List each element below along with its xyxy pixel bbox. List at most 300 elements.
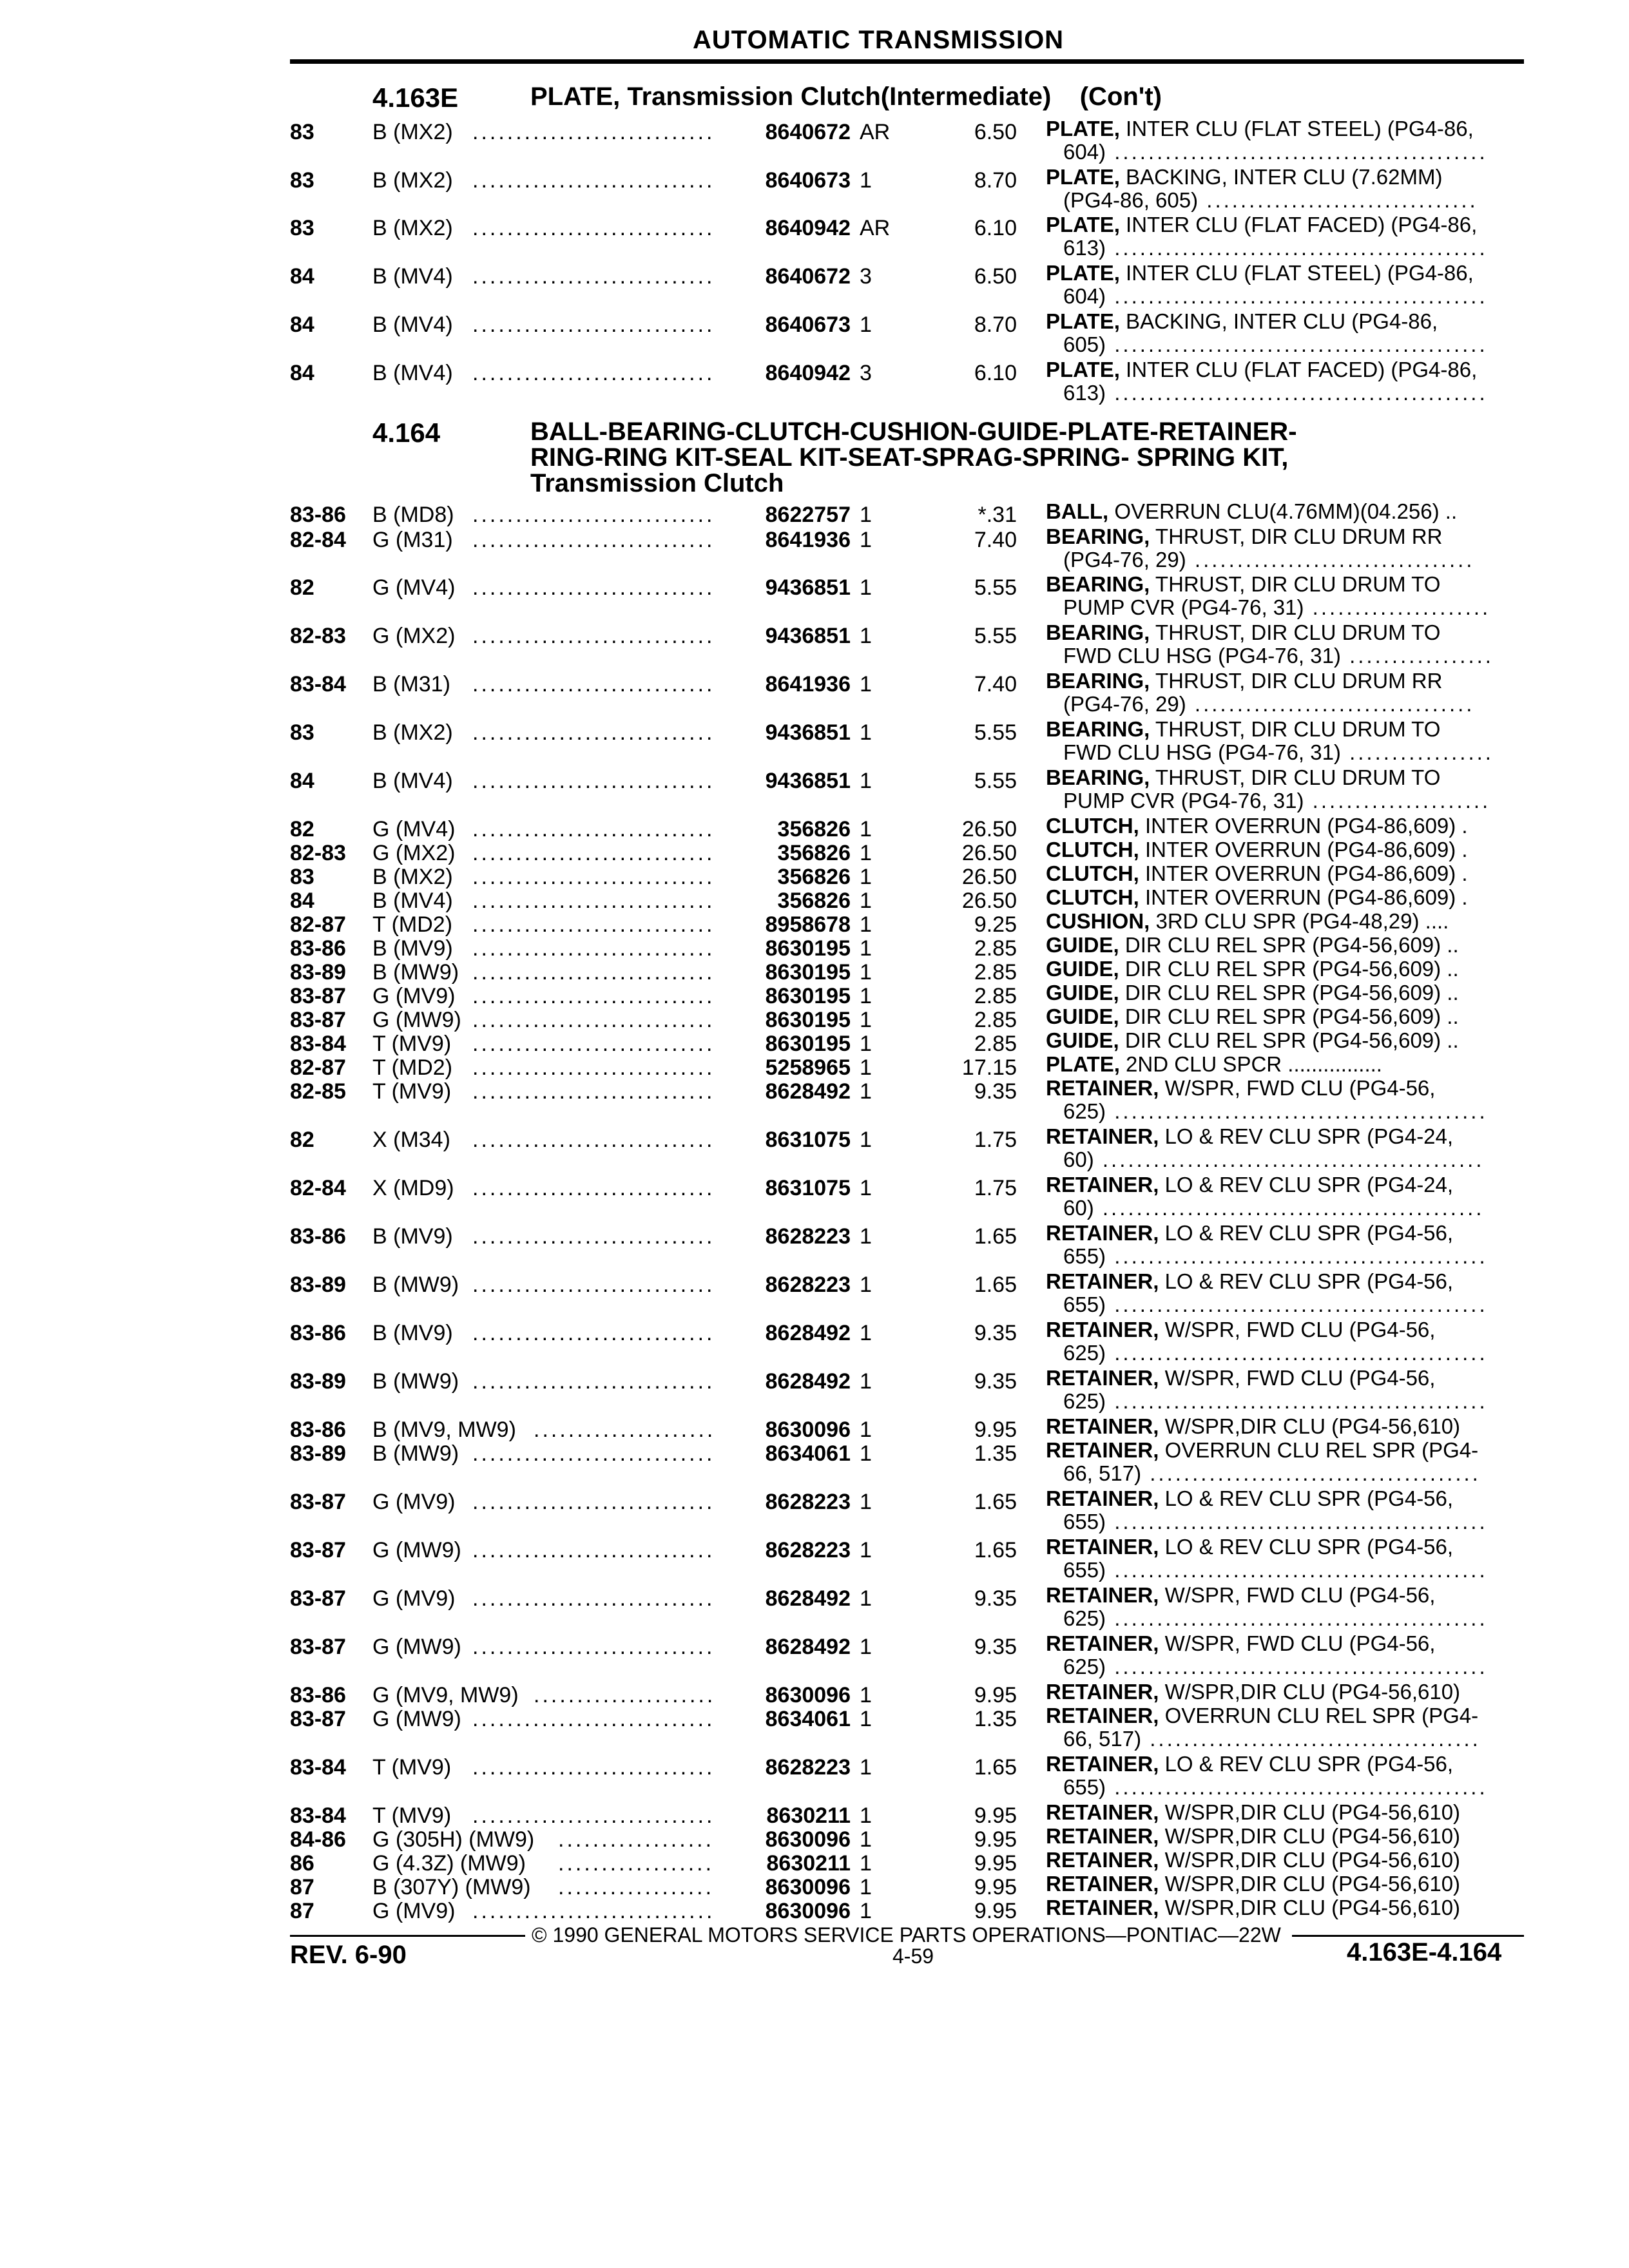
price: 26.50 <box>961 817 1017 841</box>
part-detail: W/SPR, FWD CLU (PG4-56, <box>1159 1583 1436 1607</box>
leader-dots: ............................ <box>472 1079 715 1104</box>
part-number: 8641936 <box>765 672 851 697</box>
leader-dots: ............................ <box>472 1538 715 1562</box>
section-title-line: Transmission Clutch <box>530 469 784 497</box>
model-year: 84 <box>290 889 314 913</box>
footer-page-number: 4-59 <box>892 1945 934 1968</box>
part-row <box>0 1173 1629 1221</box>
part-description <box>1046 1872 1526 1896</box>
leader-dots: ............................ <box>472 817 715 841</box>
quantity: 1 <box>860 1321 872 1345</box>
leader-dots: ............................................ <box>1106 1510 1488 1533</box>
vehicle-model: B (MV4) <box>372 889 453 913</box>
part-name: BALL, <box>1046 499 1109 523</box>
quantity: 1 <box>860 720 872 745</box>
quantity: 1 <box>860 1851 872 1876</box>
part-name: RETAINER, <box>1046 1221 1159 1245</box>
quantity: 1 <box>860 912 872 937</box>
part-detail: INTER CLU (FLAT STEEL) (PG4-86, <box>1119 117 1474 140</box>
model-year: 83-84 <box>290 1032 346 1056</box>
model-year: 83 <box>290 120 314 144</box>
leader-dots: .................. <box>558 1827 715 1852</box>
part-name: CLUTCH, <box>1046 814 1139 838</box>
part-row <box>0 358 1629 406</box>
price: 1.65 <box>974 1273 1017 1297</box>
model-year: 84 <box>290 264 314 289</box>
quantity: 3 <box>860 264 872 289</box>
part-row <box>0 1704 1629 1752</box>
part-name: RETAINER, <box>1046 1704 1159 1727</box>
part-description <box>1046 117 1526 164</box>
quantity: 1 <box>860 1803 872 1828</box>
part-name: BEARING, <box>1046 572 1150 596</box>
leader-dots: ............................ <box>472 1490 715 1514</box>
part-row <box>0 573 1629 620</box>
part-number: 8622757 <box>765 503 851 527</box>
quantity: 1 <box>860 1032 872 1056</box>
price: 1.65 <box>974 1490 1017 1514</box>
leader-dots: ................. <box>1340 740 1494 764</box>
part-detail: INTER OVERRUN (PG4-86,609) . <box>1139 838 1468 861</box>
part-description <box>1046 766 1526 812</box>
quantity: 1 <box>860 1128 872 1152</box>
part-name: GUIDE, <box>1046 957 1119 981</box>
model-year: 82 <box>290 817 314 841</box>
vehicle-model: G (4.3Z) (MW9) <box>372 1851 526 1876</box>
quantity: 1 <box>860 1176 872 1200</box>
price: 2.85 <box>974 984 1017 1008</box>
model-year: 83 <box>290 168 314 193</box>
leader-dots: ............................ <box>472 1055 715 1080</box>
part-name: CLUTCH, <box>1046 838 1139 861</box>
vehicle-model: B (M31) <box>372 672 450 697</box>
vehicle-model: G (MV4) <box>372 575 456 600</box>
leader-dots: ..................... <box>1304 789 1491 812</box>
vehicle-model: X (M34) <box>372 1128 450 1152</box>
part-number: 8628223 <box>765 1273 851 1297</box>
quantity: 1 <box>860 1418 872 1442</box>
part-number: 8631075 <box>765 1176 851 1200</box>
part-name: BEARING, <box>1046 765 1150 789</box>
footer-copyright: © 1990 GENERAL MOTORS SERVICE PARTS OPERATIONS—PONTIAC—22W <box>532 1923 1281 1946</box>
part-detail: THRUST, DIR CLU DRUM TO <box>1150 572 1441 596</box>
vehicle-model: B (MX2) <box>372 168 453 193</box>
part-number: 8640672 <box>765 120 851 144</box>
part-detail: INTER OVERRUN (PG4-86,609) . <box>1139 814 1468 838</box>
part-row <box>0 1125 1629 1173</box>
quantity: 1 <box>860 1008 872 1032</box>
leader-dots: ............................ <box>472 216 715 240</box>
quantity: 1 <box>860 1755 872 1780</box>
part-description <box>1046 1632 1526 1678</box>
price: 26.50 <box>961 841 1017 865</box>
leader-dots: ....................................... <box>1141 1461 1481 1485</box>
leader-dots: ............................ <box>472 168 715 193</box>
part-name: RETAINER, <box>1046 1680 1159 1704</box>
model-year: 84-86 <box>290 1827 346 1852</box>
part-name: RETAINER, <box>1046 1486 1159 1510</box>
quantity: 1 <box>860 769 872 793</box>
part-number: 8630211 <box>766 1851 851 1876</box>
vehicle-model: G (M31) <box>372 528 453 552</box>
model-year: 83-86 <box>290 936 346 961</box>
part-description <box>1046 981 1526 1004</box>
part-detail: W/SPR, FWD CLU (PG4-56, <box>1159 1366 1436 1390</box>
price: 8.70 <box>974 168 1017 193</box>
part-row <box>0 1584 1629 1631</box>
leader-dots: ....................................... <box>1141 1727 1481 1751</box>
part-row <box>0 669 1629 717</box>
vehicle-model: G (MW9) <box>372 1635 461 1659</box>
part-row <box>0 1367 1629 1414</box>
footer-section-range: 4.163E-4.164 <box>1347 1938 1502 1966</box>
part-row <box>0 1632 1629 1680</box>
part-detail: INTER CLU (FLAT STEEL) (PG4-86, <box>1119 261 1474 285</box>
part-detail: LO & REV CLU SPR (PG4-24, <box>1159 1173 1454 1196</box>
leader-dots: ............................................. <box>1094 1148 1485 1171</box>
part-name: PLATE, <box>1046 165 1120 189</box>
vehicle-model: G (MW9) <box>372 1008 461 1032</box>
model-year: 82-87 <box>290 1055 346 1080</box>
vehicle-model: B (MV9) <box>372 1321 453 1345</box>
part-number: 8630096 <box>765 1418 851 1442</box>
model-year: 87 <box>290 1899 314 1923</box>
leader-dots: ............................ <box>472 889 715 913</box>
quantity: 1 <box>860 1273 872 1297</box>
part-detail-continued: 613) <box>1063 381 1106 405</box>
model-year: 83-87 <box>290 1586 346 1611</box>
price: 5.55 <box>974 624 1017 648</box>
vehicle-model: B (307Y) (MW9) <box>372 1875 531 1899</box>
leader-dots: ............................................ <box>1106 1389 1488 1413</box>
quantity: 1 <box>860 168 872 193</box>
leader-dots: ............................ <box>472 120 715 144</box>
leader-dots: ............................ <box>472 503 715 527</box>
part-detail: THRUST, DIR CLU DRUM RR <box>1150 669 1443 693</box>
model-year: 84 <box>290 769 314 793</box>
part-detail: LO & REV CLU SPR (PG4-24, <box>1159 1124 1454 1148</box>
part-name: RETAINER, <box>1046 1269 1159 1293</box>
leader-dots: ............................ <box>472 624 715 648</box>
price: 5.55 <box>974 769 1017 793</box>
quantity: 1 <box>860 936 872 961</box>
part-number: 8630195 <box>765 936 851 961</box>
leader-dots: ............................................ <box>1106 1244 1488 1268</box>
part-number: 9436851 <box>765 575 851 600</box>
model-year: 83-86 <box>290 1321 346 1345</box>
leader-dots: ............................................ <box>1106 1606 1488 1630</box>
part-detail: LO & REV CLU SPR (PG4-56, <box>1159 1486 1454 1510</box>
vehicle-model: G (MX2) <box>372 841 456 865</box>
leader-dots: ............................ <box>472 1707 715 1731</box>
part-number: 8630195 <box>765 960 851 985</box>
leader-dots: .................. <box>558 1875 715 1899</box>
part-row <box>0 1318 1629 1366</box>
vehicle-model: G (MV9) <box>372 1586 456 1611</box>
part-row <box>0 1439 1629 1486</box>
part-detail: W/SPR,DIR CLU (PG4-56,610) <box>1159 1414 1461 1438</box>
part-detail-continued: 655) <box>1063 1775 1106 1799</box>
price: 1.65 <box>974 1755 1017 1780</box>
part-name: CLUTCH, <box>1046 885 1139 909</box>
part-detail: BACKING, INTER CLU (PG4-86, <box>1119 309 1438 333</box>
leader-dots: ............................ <box>472 720 715 745</box>
model-year: 87 <box>290 1875 314 1899</box>
quantity: 3 <box>860 361 872 385</box>
part-number: 8631075 <box>765 1128 851 1152</box>
quantity: 1 <box>860 865 872 889</box>
part-detail-continued: 604) <box>1063 140 1106 164</box>
part-detail-continued: 655) <box>1063 1510 1106 1533</box>
part-name: CUSHION, <box>1046 909 1150 933</box>
part-detail-continued: 625) <box>1063 1655 1106 1678</box>
part-description <box>1046 886 1526 909</box>
part-name: BEARING, <box>1046 669 1150 693</box>
part-description <box>1046 621 1526 668</box>
price: 2.85 <box>974 1032 1017 1056</box>
part-description <box>1046 1318 1526 1365</box>
part-row <box>0 766 1629 814</box>
part-name: RETAINER, <box>1046 1848 1159 1872</box>
part-row <box>0 117 1629 165</box>
part-description <box>1046 862 1526 885</box>
model-year: 84 <box>290 312 314 337</box>
part-detail-continued: (PG4-76, 29) <box>1063 548 1186 572</box>
part-number: 8628492 <box>765 1586 851 1611</box>
part-number: 9436851 <box>765 769 851 793</box>
part-description <box>1046 1415 1526 1438</box>
part-row <box>0 718 1629 765</box>
leader-dots: ............................................ <box>1106 284 1488 308</box>
part-number: 8630195 <box>765 1032 851 1056</box>
part-description <box>1046 1680 1526 1704</box>
part-number: 5258965 <box>765 1055 851 1080</box>
part-detail-continued: 625) <box>1063 1341 1106 1365</box>
leader-dots: ............................ <box>472 1586 715 1611</box>
part-detail-continued: 613) <box>1063 236 1106 260</box>
vehicle-model: T (MD2) <box>372 912 453 937</box>
part-row <box>0 1077 1629 1124</box>
model-year: 82-84 <box>290 1176 346 1200</box>
quantity: 1 <box>860 1683 872 1707</box>
price: 6.10 <box>974 361 1017 385</box>
vehicle-model: B (MW9) <box>372 960 459 985</box>
quantity: 1 <box>860 1875 872 1899</box>
vehicle-model: G (MV9) <box>372 984 456 1008</box>
part-name: GUIDE, <box>1046 981 1119 1004</box>
part-name: PLATE, <box>1046 309 1120 333</box>
model-year: 83-86 <box>290 1683 346 1707</box>
vehicle-model: T (MV9) <box>372 1803 452 1828</box>
part-row <box>0 1753 1629 1800</box>
vehicle-model: B (MX2) <box>372 720 453 745</box>
vehicle-model: B (MX2) <box>372 120 453 144</box>
part-detail-continued: FWD CLU HSG (PG4-76, 31) <box>1063 644 1341 668</box>
leader-dots: ................................ <box>1198 188 1478 212</box>
part-detail: 2ND CLU SPCR ................ <box>1119 1052 1382 1076</box>
vehicle-model: T (MD2) <box>372 1055 453 1080</box>
vehicle-model: B (MX2) <box>372 865 453 889</box>
part-description <box>1046 1487 1526 1533</box>
quantity: 1 <box>860 1707 872 1731</box>
leader-dots: ................................. <box>1186 548 1475 572</box>
part-description <box>1046 500 1526 523</box>
leader-dots: ............................ <box>472 1441 715 1466</box>
part-detail: 3RD CLU SPR (PG4-48,29) .... <box>1150 909 1449 933</box>
leader-dots: ................................. <box>1186 692 1475 716</box>
leader-dots: ............................ <box>472 264 715 289</box>
model-year: 83-87 <box>290 1707 346 1731</box>
quantity: 1 <box>860 1635 872 1659</box>
leader-dots: ............................................ <box>1106 1655 1488 1678</box>
part-detail: W/SPR,DIR CLU (PG4-56,610) <box>1159 1680 1461 1704</box>
part-name: PLATE, <box>1046 1052 1120 1076</box>
leader-dots: ............................ <box>472 361 715 385</box>
part-description <box>1046 910 1526 933</box>
model-year: 83-87 <box>290 1538 346 1562</box>
model-year: 83-87 <box>290 1008 346 1032</box>
part-number: 8630096 <box>765 1827 851 1852</box>
part-detail-continued: 60) <box>1063 1148 1094 1171</box>
leader-dots: ............................ <box>472 1224 715 1249</box>
model-year: 82-85 <box>290 1079 346 1104</box>
leader-dots: ..................... <box>534 1418 716 1442</box>
part-description <box>1046 934 1526 957</box>
model-year: 83-86 <box>290 1224 346 1249</box>
price: *.31 <box>978 503 1017 527</box>
leader-dots: ............................ <box>472 841 715 865</box>
part-detail: LO & REV CLU SPR (PG4-56, <box>1159 1221 1454 1245</box>
price: 6.50 <box>974 120 1017 144</box>
part-description <box>1046 1801 1526 1824</box>
part-detail: W/SPR,DIR CLU (PG4-56,610) <box>1159 1896 1461 1919</box>
part-detail: LO & REV CLU SPR (PG4-56, <box>1159 1269 1454 1293</box>
price: 9.25 <box>974 912 1017 937</box>
part-detail: THRUST, DIR CLU DRUM TO <box>1150 765 1441 789</box>
part-number: 8640942 <box>765 216 851 240</box>
leader-dots: ............................ <box>472 1369 715 1394</box>
part-detail: DIR CLU REL SPR (PG4-56,609) .. <box>1119 933 1459 957</box>
model-year: 83-89 <box>290 960 346 985</box>
part-number: 8628492 <box>765 1321 851 1345</box>
price: 5.55 <box>974 720 1017 745</box>
part-detail: LO & REV CLU SPR (PG4-56, <box>1159 1535 1454 1559</box>
part-description <box>1046 310 1526 356</box>
part-detail: THRUST, DIR CLU DRUM TO <box>1150 620 1441 644</box>
vehicle-model: T (MV9) <box>372 1755 452 1780</box>
price: 1.35 <box>974 1707 1017 1731</box>
vehicle-model: G (MV9, MW9) <box>372 1683 519 1707</box>
leader-dots: ............................................ <box>1106 1775 1488 1799</box>
vehicle-model: G (MV4) <box>372 817 456 841</box>
quantity: 1 <box>860 817 872 841</box>
leader-dots: ............................ <box>472 1008 715 1032</box>
part-description <box>1046 213 1526 260</box>
leader-dots: ............................ <box>472 528 715 552</box>
part-detail: INTER OVERRUN (PG4-86,609) . <box>1139 861 1468 885</box>
part-row <box>0 621 1629 669</box>
quantity: 1 <box>860 1055 872 1080</box>
part-description <box>1046 718 1526 764</box>
model-year: 82-84 <box>290 528 346 552</box>
price: 1.35 <box>974 1441 1017 1466</box>
part-row <box>0 310 1629 358</box>
part-description <box>1046 1825 1526 1848</box>
part-description <box>1046 1173 1526 1220</box>
vehicle-model: G (MV9) <box>372 1899 456 1923</box>
part-name: RETAINER, <box>1046 1872 1159 1896</box>
part-detail: W/SPR, FWD CLU (PG4-56, <box>1159 1318 1436 1341</box>
vehicle-model: G (MW9) <box>372 1538 461 1562</box>
part-name: RETAINER, <box>1046 1824 1159 1848</box>
part-number: 8640673 <box>765 168 851 193</box>
part-detail: BACKING, INTER CLU (7.62MM) <box>1119 165 1443 189</box>
quantity: 1 <box>860 1369 872 1394</box>
quantity: 1 <box>860 1586 872 1611</box>
part-number: 8628223 <box>765 1538 851 1562</box>
part-detail: W/SPR, FWD CLU (PG4-56, <box>1159 1631 1436 1655</box>
section-title-line: PLATE, Transmission Clutch(Intermediate) (Con't) <box>530 82 1162 111</box>
model-year: 83-87 <box>290 1635 346 1659</box>
part-row <box>0 1222 1629 1269</box>
model-year: 83 <box>290 865 314 889</box>
leader-dots: ............................................. <box>1094 1196 1485 1220</box>
part-detail: DIR CLU REL SPR (PG4-56,609) .. <box>1119 957 1459 981</box>
part-name: GUIDE, <box>1046 1028 1119 1052</box>
part-number: 8958678 <box>765 912 851 937</box>
part-description <box>1046 1584 1526 1630</box>
part-number: 8630096 <box>765 1899 851 1923</box>
price: 9.35 <box>974 1635 1017 1659</box>
vehicle-model: G (MV9) <box>372 1490 456 1514</box>
part-description <box>1046 1704 1526 1751</box>
leader-dots: ................. <box>1340 644 1494 668</box>
vehicle-model: B (MX2) <box>372 216 453 240</box>
page-header-title: AUTOMATIC TRANSMISSION <box>693 26 1065 54</box>
part-description <box>1046 838 1526 861</box>
part-name: RETAINER, <box>1046 1124 1159 1148</box>
price: 9.95 <box>974 1418 1017 1442</box>
price: 1.75 <box>974 1128 1017 1152</box>
part-description <box>1046 1125 1526 1171</box>
leader-dots: ............................ <box>472 865 715 889</box>
part-name: RETAINER, <box>1046 1631 1159 1655</box>
leader-dots: ............................................ <box>1106 1099 1488 1123</box>
part-name: RETAINER, <box>1046 1800 1159 1824</box>
part-number: 8628223 <box>765 1224 851 1249</box>
part-detail-continued: (PG4-86, 605) <box>1063 188 1199 212</box>
footer-rule-right <box>1292 1935 1524 1937</box>
model-year: 83 <box>290 216 314 240</box>
model-year: 83-86 <box>290 503 346 527</box>
part-name: RETAINER, <box>1046 1318 1159 1341</box>
leader-dots: .................. <box>558 1851 715 1876</box>
quantity: 1 <box>860 889 872 913</box>
part-row <box>0 1270 1629 1318</box>
part-description <box>1046 525 1526 572</box>
model-year: 84 <box>290 361 314 385</box>
price: 1.65 <box>974 1224 1017 1249</box>
model-year: 83-87 <box>290 1490 346 1514</box>
part-number: 8640942 <box>765 361 851 385</box>
part-name: RETAINER, <box>1046 1438 1159 1462</box>
quantity: 1 <box>860 503 872 527</box>
model-year: 83-89 <box>290 1273 346 1297</box>
part-detail: DIR CLU REL SPR (PG4-56,609) .. <box>1119 1028 1459 1052</box>
price: 6.50 <box>974 264 1017 289</box>
leader-dots: ............................ <box>472 936 715 961</box>
part-row <box>0 262 1629 309</box>
